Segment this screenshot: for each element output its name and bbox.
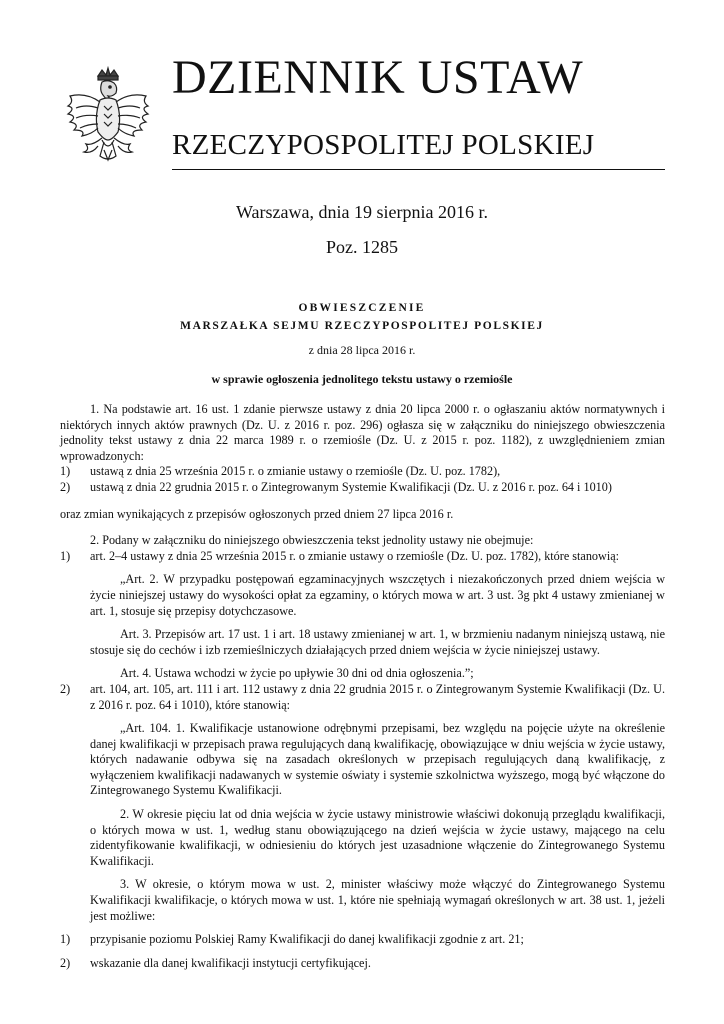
sub-list-item-number: 1) — [60, 932, 71, 947]
list-item-text: ustawą z dnia 22 grudnia 2015 r. o Zintegrowanym Systemie Kwalifikacji (Dz. U. z 2016 r. poz. 64 i 1010) — [90, 479, 612, 494]
quoted-article: Art. 4. Ustawa wchodzi w życie po upływie 30 dni od dnia ogłoszenia.”; — [120, 666, 474, 681]
list-item — [60, 480, 665, 496]
list-item-text: art. 2–4 ustawy z dnia 25 września 2015 r. o zmianie ustawy o rzemiośle (Dz. U. poz. 1782), które stanowią: — [90, 548, 620, 563]
list-item-number: 1) — [60, 548, 71, 563]
announcement-heading: OBWIESZCZENIE — [298, 302, 426, 314]
list-item — [60, 682, 665, 713]
quoted-article: 2. W okresie pięciu lat od dnia wejścia w życie ustawy ministrowie właściwi dokonują przeglądu kwalifikacji, o których mowa w ust. 1, według stanu obowiązującego na dzień wejścia w życie ustawy, mającego na celu zidentyfikowanie kwalifikacji, w odniesieniu do których jest uzasadnione włączenie do Zintegrowanego Systemu Kwalifikacji. — [90, 807, 665, 868]
sub-list-item-number: 2) — [60, 955, 71, 970]
polish-eagle-emblem-icon — [62, 66, 154, 178]
paragraph-1-tail: oraz zmian wynikających z przepisów ogłoszonych przed dniem 27 lipca 2016 r. — [60, 506, 454, 521]
announcement-subject: w sprawie ogłoszenia jednolitego tekstu ustawy o rzemiośle — [211, 372, 513, 386]
quoted-article: „Art. 104. 1. Kwalifikacje ustanowione odrębnymi przepisami, bez względu na pojęcie użyte na określenie danej kwalifikacji w przepisach prawa regulujących daną kwalifikację, obowiązujące w dniu wejścia w życie ustawy, których nadawanie odbywa się na zasadach określonych w przepisach regulujących daną kwalifikację, z wyłączeniem kwalifikacji nadawanych w systemie oświaty i systemie szkolnictwa wyższego, mogą być włączone do Zintegrowanego Systemu Kwalifikacji. — [90, 721, 665, 798]
document-body — [60, 402, 665, 971]
paragraph-1: 1. Na podstawie art. 16 ust. 1 zdanie pierwsze ustawy z dnia 20 lipca 2000 r. o ogłaszaniu aktów normatywnych i niektórych innych aktów prawnych (Dz. U. z 2016 r. poz. 296) ogłasza się w załączniku do niniejszego obwieszczenia jednolity tekst ustawy z dnia 22 marca 1989 r. o rzemiośle (Dz. U. z 2015 r. poz. 1182), z uwzględnieniem zmian wprowadzonych: — [60, 402, 665, 463]
sub-list-item — [60, 932, 665, 948]
list-item-number: 2) — [60, 479, 71, 494]
announcement-issuer: MARSZAŁKA SEJMU RZECZYPOSPOLITEJ POLSKIEJ — [180, 320, 544, 332]
sub-list-item — [60, 956, 665, 972]
announcement-date: z dnia 28 lipca 2016 r. — [308, 343, 416, 357]
sub-list-item-text: przypisanie poziomu Polskiej Ramy Kwalifikacji do danej kwalifikacji zgodnie z art. 21; — [90, 932, 524, 947]
quoted-article: 3. W okresie, o którym mowa w ust. 2, minister właściwy może włączyć do Zintegrowanego Systemu Kwalifikacji kwalifikacje, o których mowa w ust. 1, które nie spełniają wymagań określonych w art. 38 ust. 1, jeżeli jest możliwe: — [90, 877, 665, 923]
gazette-title: DZIENNIK USTAW — [172, 51, 584, 104]
paragraph-2: 2. Podany w załączniku do niniejszego obwieszczenia tekst jednolity ustawy nie obejmuje: — [90, 533, 534, 548]
quoted-article: „Art. 2. W przypadku postępowań egzaminacyjnych wszczętych i niezakończonych przed dniem wejścia w życie niniejszej ustawy do wysokości opłat za egzaminy, o których mowa w art. 3 ust. 3g pkt 4 ustawy zmienianej w art. 1, stosuje się przepisy dotychczasowe. — [90, 572, 665, 618]
list-item-text: ustawą z dnia 25 września 2015 r. o zmianie ustawy o rzemiośle (Dz. U. poz. 1782), — [90, 464, 501, 479]
issue-date: Warszawa, dnia 19 sierpnia 2016 r. — [236, 202, 488, 222]
list-item-number: 2) — [60, 681, 71, 696]
list-item — [60, 464, 665, 480]
list-item — [60, 549, 665, 565]
gazette-subtitle: RZECZYPOSPOLITEJ POLSKIEJ — [172, 129, 595, 161]
title-divider — [172, 169, 665, 170]
position-number: Poz. 1285 — [326, 237, 398, 257]
list-item-number: 1) — [60, 464, 71, 479]
sub-list-item-text: wskazanie dla danej kwalifikacji instytucji certyfikującej. — [90, 955, 371, 970]
list-item-text: art. 104, art. 105, art. 111 i art. 112 ustawy z dnia 22 grudnia 2015 r. o Zintegrowanym Systemie Kwalifikacji (Dz. U. z 2016 r. poz. 64 i 1010), które stanowią: — [90, 681, 665, 712]
quoted-article: Art. 3. Przepisów art. 17 ust. 1 i art. 18 ustawy zmienianej w art. 1, w brzmieniu nadanym niniejszą ustawą, nie stosuje się do cechów i izb rzemieślniczych działających przed dniem wejścia w życie niniejszej ustawy. — [90, 627, 665, 657]
